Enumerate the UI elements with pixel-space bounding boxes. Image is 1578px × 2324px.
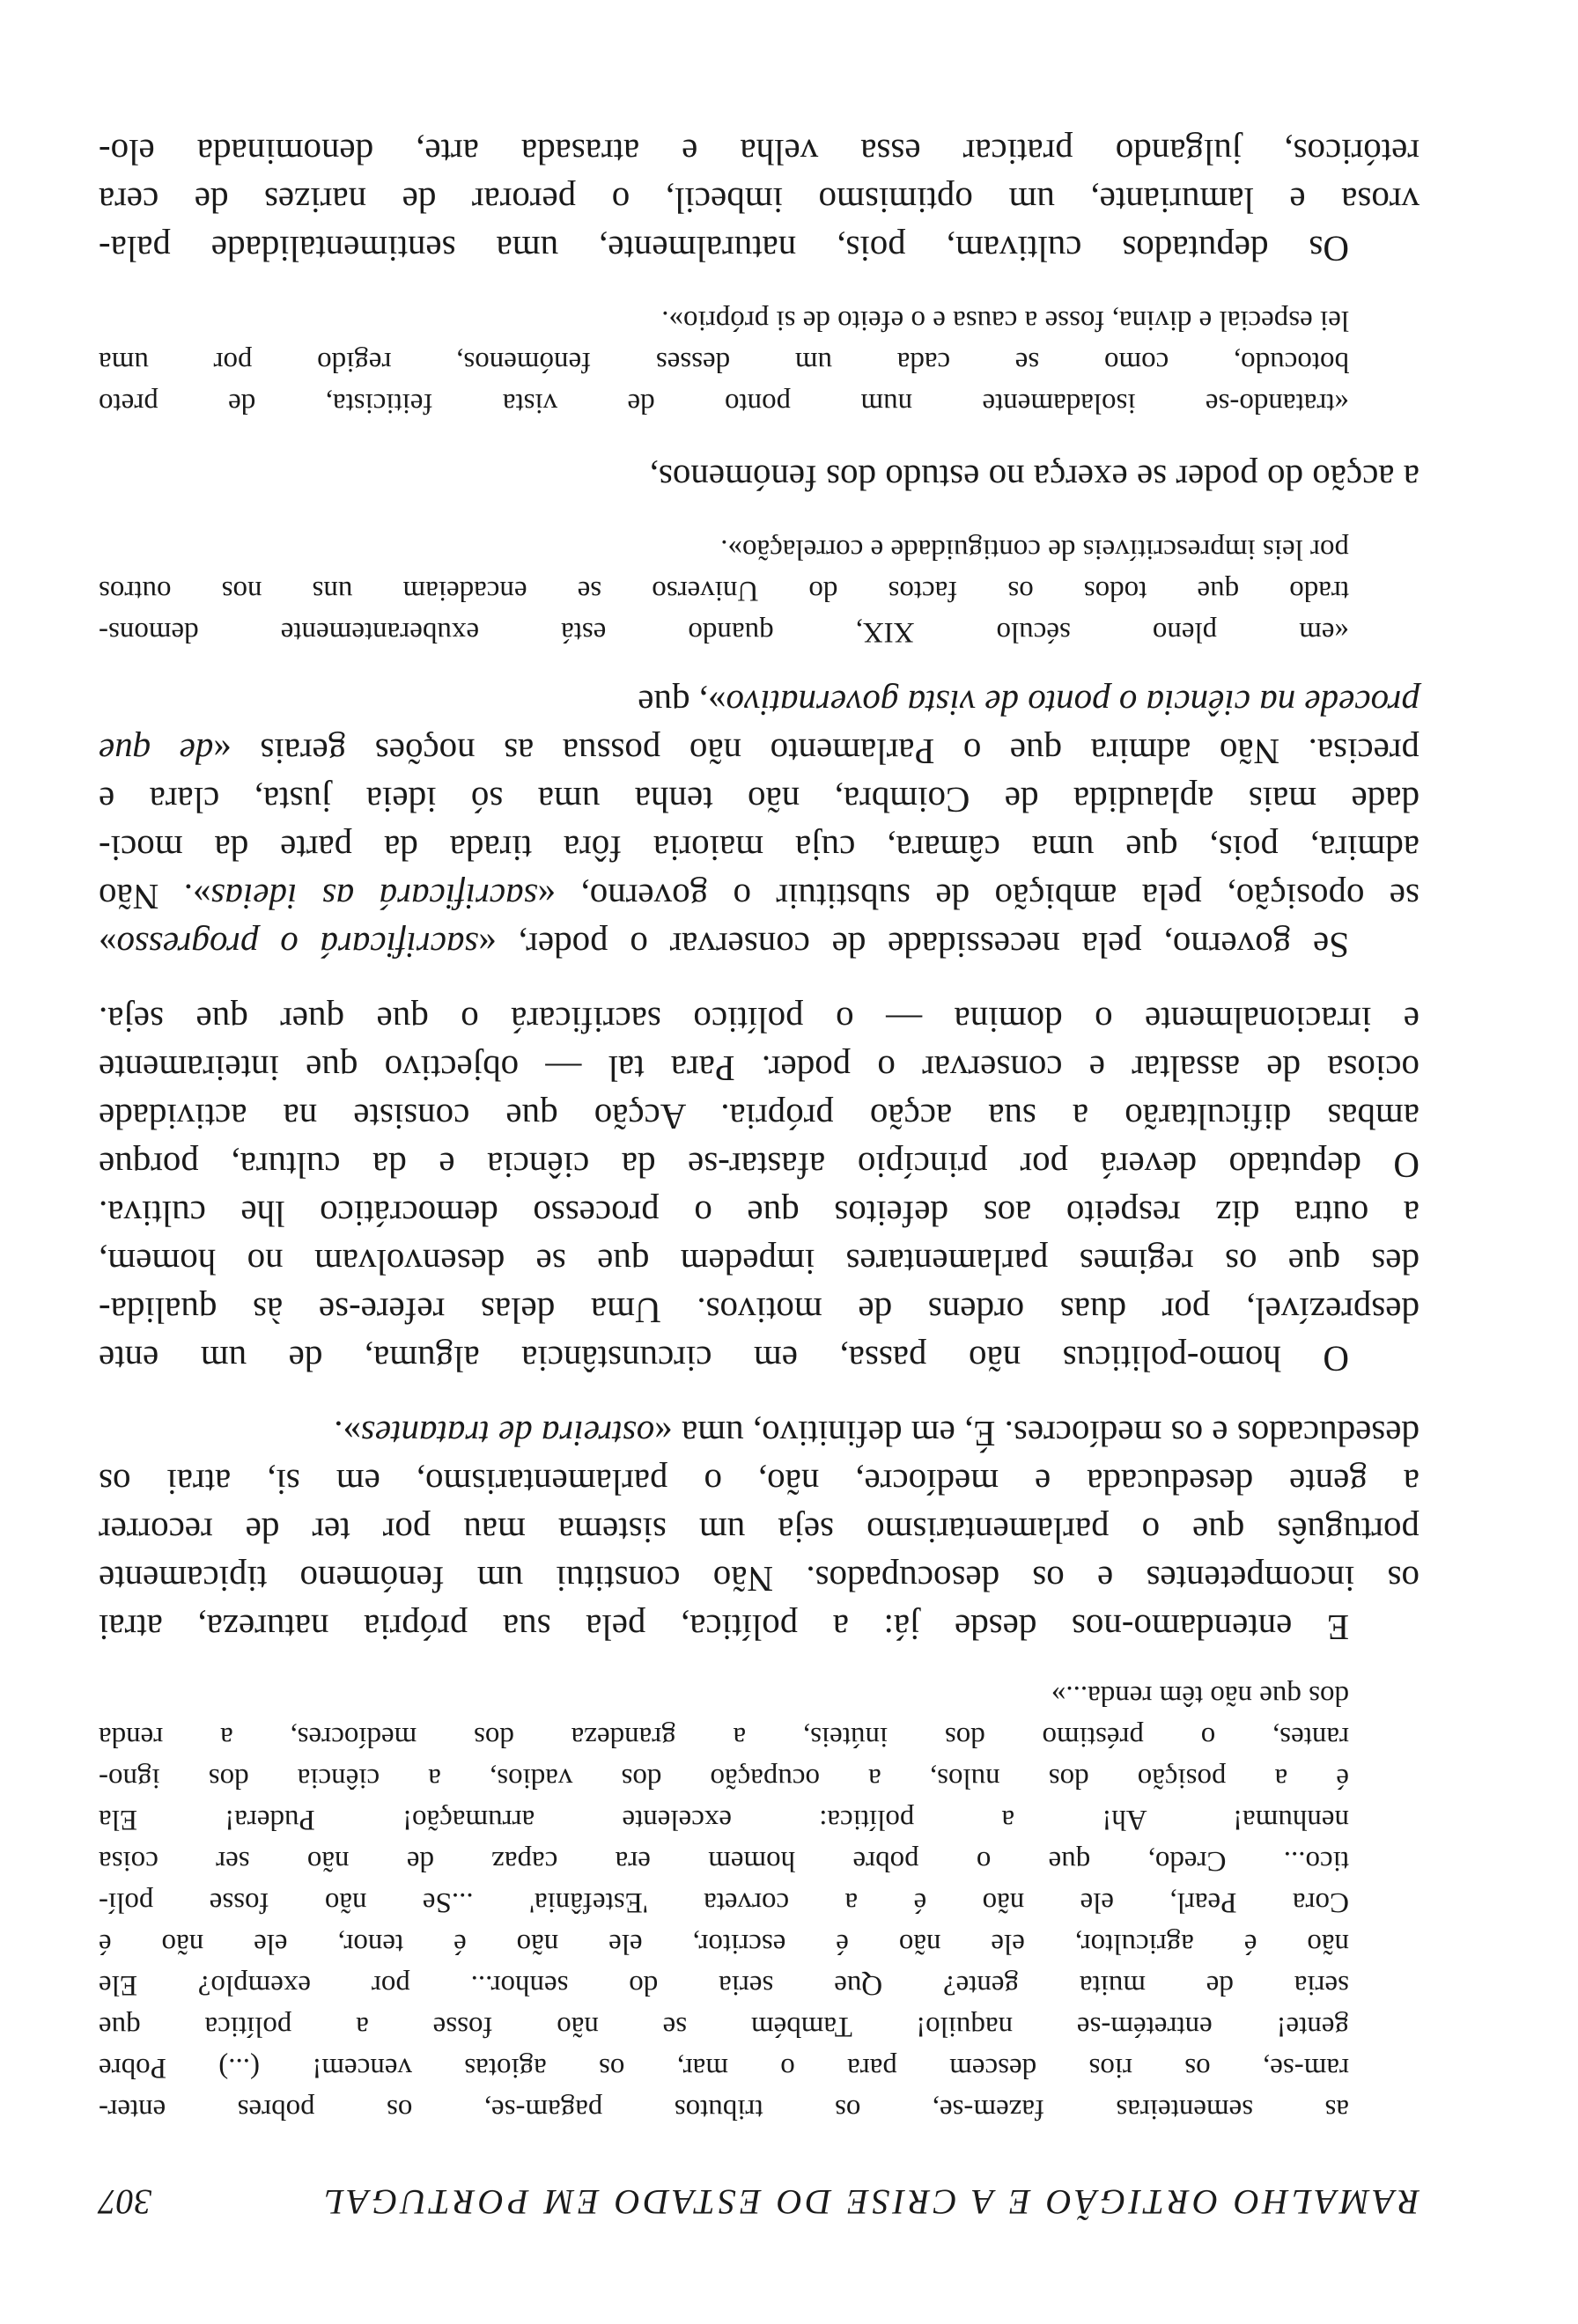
- text-line: tico... Credo, que o pobre homem era capaz de não ser coisa: [99, 1845, 1349, 1877]
- text-line: ambas dificultarão a sua acção própria. Acção que consiste na actividade: [99, 1097, 1419, 1137]
- text-line: «em pleno século XIX, quando está exuberantemente demons-: [99, 616, 1349, 648]
- text-line: é a posição dos nulos, a ocupação dos vadios, a ciência dos igno-: [99, 1762, 1349, 1794]
- text-run: Se governo, pela necessidade de conservar o poder, «: [478, 925, 1349, 966]
- text-run: ». Não: [99, 877, 211, 917]
- text-line: ociosa de assaltar e conservar o poder. Para tal — objectivo que inteiramente: [99, 1048, 1419, 1089]
- text-line: rantes, o préstimo dos inúteis, a grandeza dos medíocres, a renda: [99, 1721, 1349, 1753]
- text-line: Cora Pearl, ele não é a corveta 'Estefânia' ...Se não fosse polí-: [99, 1886, 1349, 1918]
- text-run: ».: [334, 1414, 361, 1454]
- text-line: desprezível, por duas ordens de motivos. Uma delas refere-se às qualida-: [99, 1291, 1419, 1331]
- paragraph-2: [99, 996, 1419, 1383]
- text-line: as sementeiras fazem-se, os tributos pagam-se, os pobres enter-: [99, 2093, 1349, 2125]
- page-content: [99, 101, 1419, 2223]
- block-quote-2: [99, 528, 1419, 652]
- text-line: O deputado deverá por princípio afastar-se da ciência e da cultura, porque: [99, 1145, 1419, 1186]
- text-line: a gente deseducada e medíocre, não, o parlamentarismo, em si, atrai os: [99, 1462, 1419, 1503]
- running-header: [99, 2173, 1419, 2223]
- text-line: Os deputados cultivam, pois, naturalmente, uma sentimentalidade pala-: [99, 229, 1349, 269]
- text-line: dade mais aplaudida de Coimbra, não tenha uma só ideia justa, clara e: [99, 780, 1419, 820]
- text-line: vrosa e lamuriante, um optimismo imbecil, o perorar de narizes de cera: [99, 180, 1419, 221]
- text-line: os incompetentes e os desocupados. Não constitui um fenómeno tipicamente: [99, 1559, 1419, 1600]
- text-line: admira, pois, que uma câmara, cuja maioria fôra tirada da parte da moci-: [99, 828, 1419, 869]
- paragraph-1: [99, 1409, 1419, 1651]
- text-line: des que os regimes parlamentares impedem que se desenvolvam no homem,: [99, 1242, 1419, 1283]
- emphasis: ostreira de tratantes: [360, 1414, 655, 1454]
- text-line: trado que todos os factos do Universo se encadeiam uns nos outros: [99, 575, 1349, 607]
- text-run: deseducados e os medíocres. É, em definitivo, uma «: [654, 1414, 1419, 1454]
- text-run: se oposição, pela ambição de substituir o governo, «: [537, 877, 1419, 917]
- text-run: », que: [638, 683, 726, 724]
- text-line: «tratando-se isoladamente num ponto de vista feiticista, de preto: [99, 387, 1349, 419]
- text-line: [99, 872, 1419, 921]
- text-line: [99, 727, 1419, 776]
- text-line: português que o parlamentarismo seja um sistema mau por ter de recorrer: [99, 1511, 1419, 1551]
- text-line: nenhuma! Ah! a política: excelente arrumação! Pudera! Ela: [99, 1804, 1349, 1835]
- running-title: RAMALHO ORTIGÃO E A CRISE DO ESTADO EM PORTUGAL: [321, 2182, 1419, 2222]
- text-line: gente! entretém-se naquilo! Também se não fosse a política que: [99, 2011, 1349, 2042]
- emphasis: sacrificará as ideias: [210, 877, 538, 917]
- block-quote-1: [99, 1674, 1419, 2129]
- text-line: dos que não têm renda...»: [1051, 1680, 1349, 1711]
- text-line: [99, 921, 1419, 969]
- text-line: não é agricultor, ele não é escritor, ele não é tenor, ele não é: [99, 1928, 1349, 1960]
- text-line: ram-se, os rios descem para o mar, os agiotas vencem! (...) Pobre: [99, 2052, 1349, 2084]
- text-line: e irracionalmente o domina — o político sacrificará o que quer que seja.: [99, 1000, 1419, 1041]
- emphasis: sacrificará o progresso: [116, 925, 479, 966]
- page-number: 307: [99, 2182, 151, 2222]
- text-line: [99, 679, 1419, 727]
- emphasis: procede na ciência o ponto de vista governativo: [726, 683, 1419, 724]
- text-line: botocudo, como se cada um desses fenómenos, regido por uma: [99, 346, 1349, 378]
- paragraph-3: [99, 679, 1419, 969]
- inline-sentence: a acção do poder se exerça no estudo dos fenómenos,: [649, 458, 1419, 498]
- text-line: por leis imprescritíveis de contiguidade e correlação».: [720, 533, 1349, 565]
- text-line: O homo-politicus não passa, em circunstância alguma, de um ente: [99, 1339, 1349, 1379]
- text-line: [99, 1409, 1419, 1458]
- emphasis: de que: [99, 732, 214, 772]
- text-line: a outra diz respeito aos defeitos que o processo democrático lhe cultiva.: [99, 1194, 1419, 1234]
- text-run: precisa. Não admira que o Parlamento não possua as noções gerais «: [213, 732, 1419, 772]
- text-line: seria de muita gente? Que seria do senhor... por exemplo? Ele: [99, 1969, 1349, 2001]
- text-line: retóricos, julgando praticar essa velha e atrasada arte, denominada elo-: [99, 132, 1419, 173]
- text-line: E entendamo-nos desde já: a política, pela sua própria natureza, atrai: [99, 1607, 1349, 1648]
- block-quote-3: [99, 299, 1419, 423]
- text-line: lei especial e divina, fosse a causa e o efeito de si próprio».: [661, 305, 1349, 336]
- text-run: »: [99, 925, 117, 966]
- paragraph-4: [99, 128, 1419, 273]
